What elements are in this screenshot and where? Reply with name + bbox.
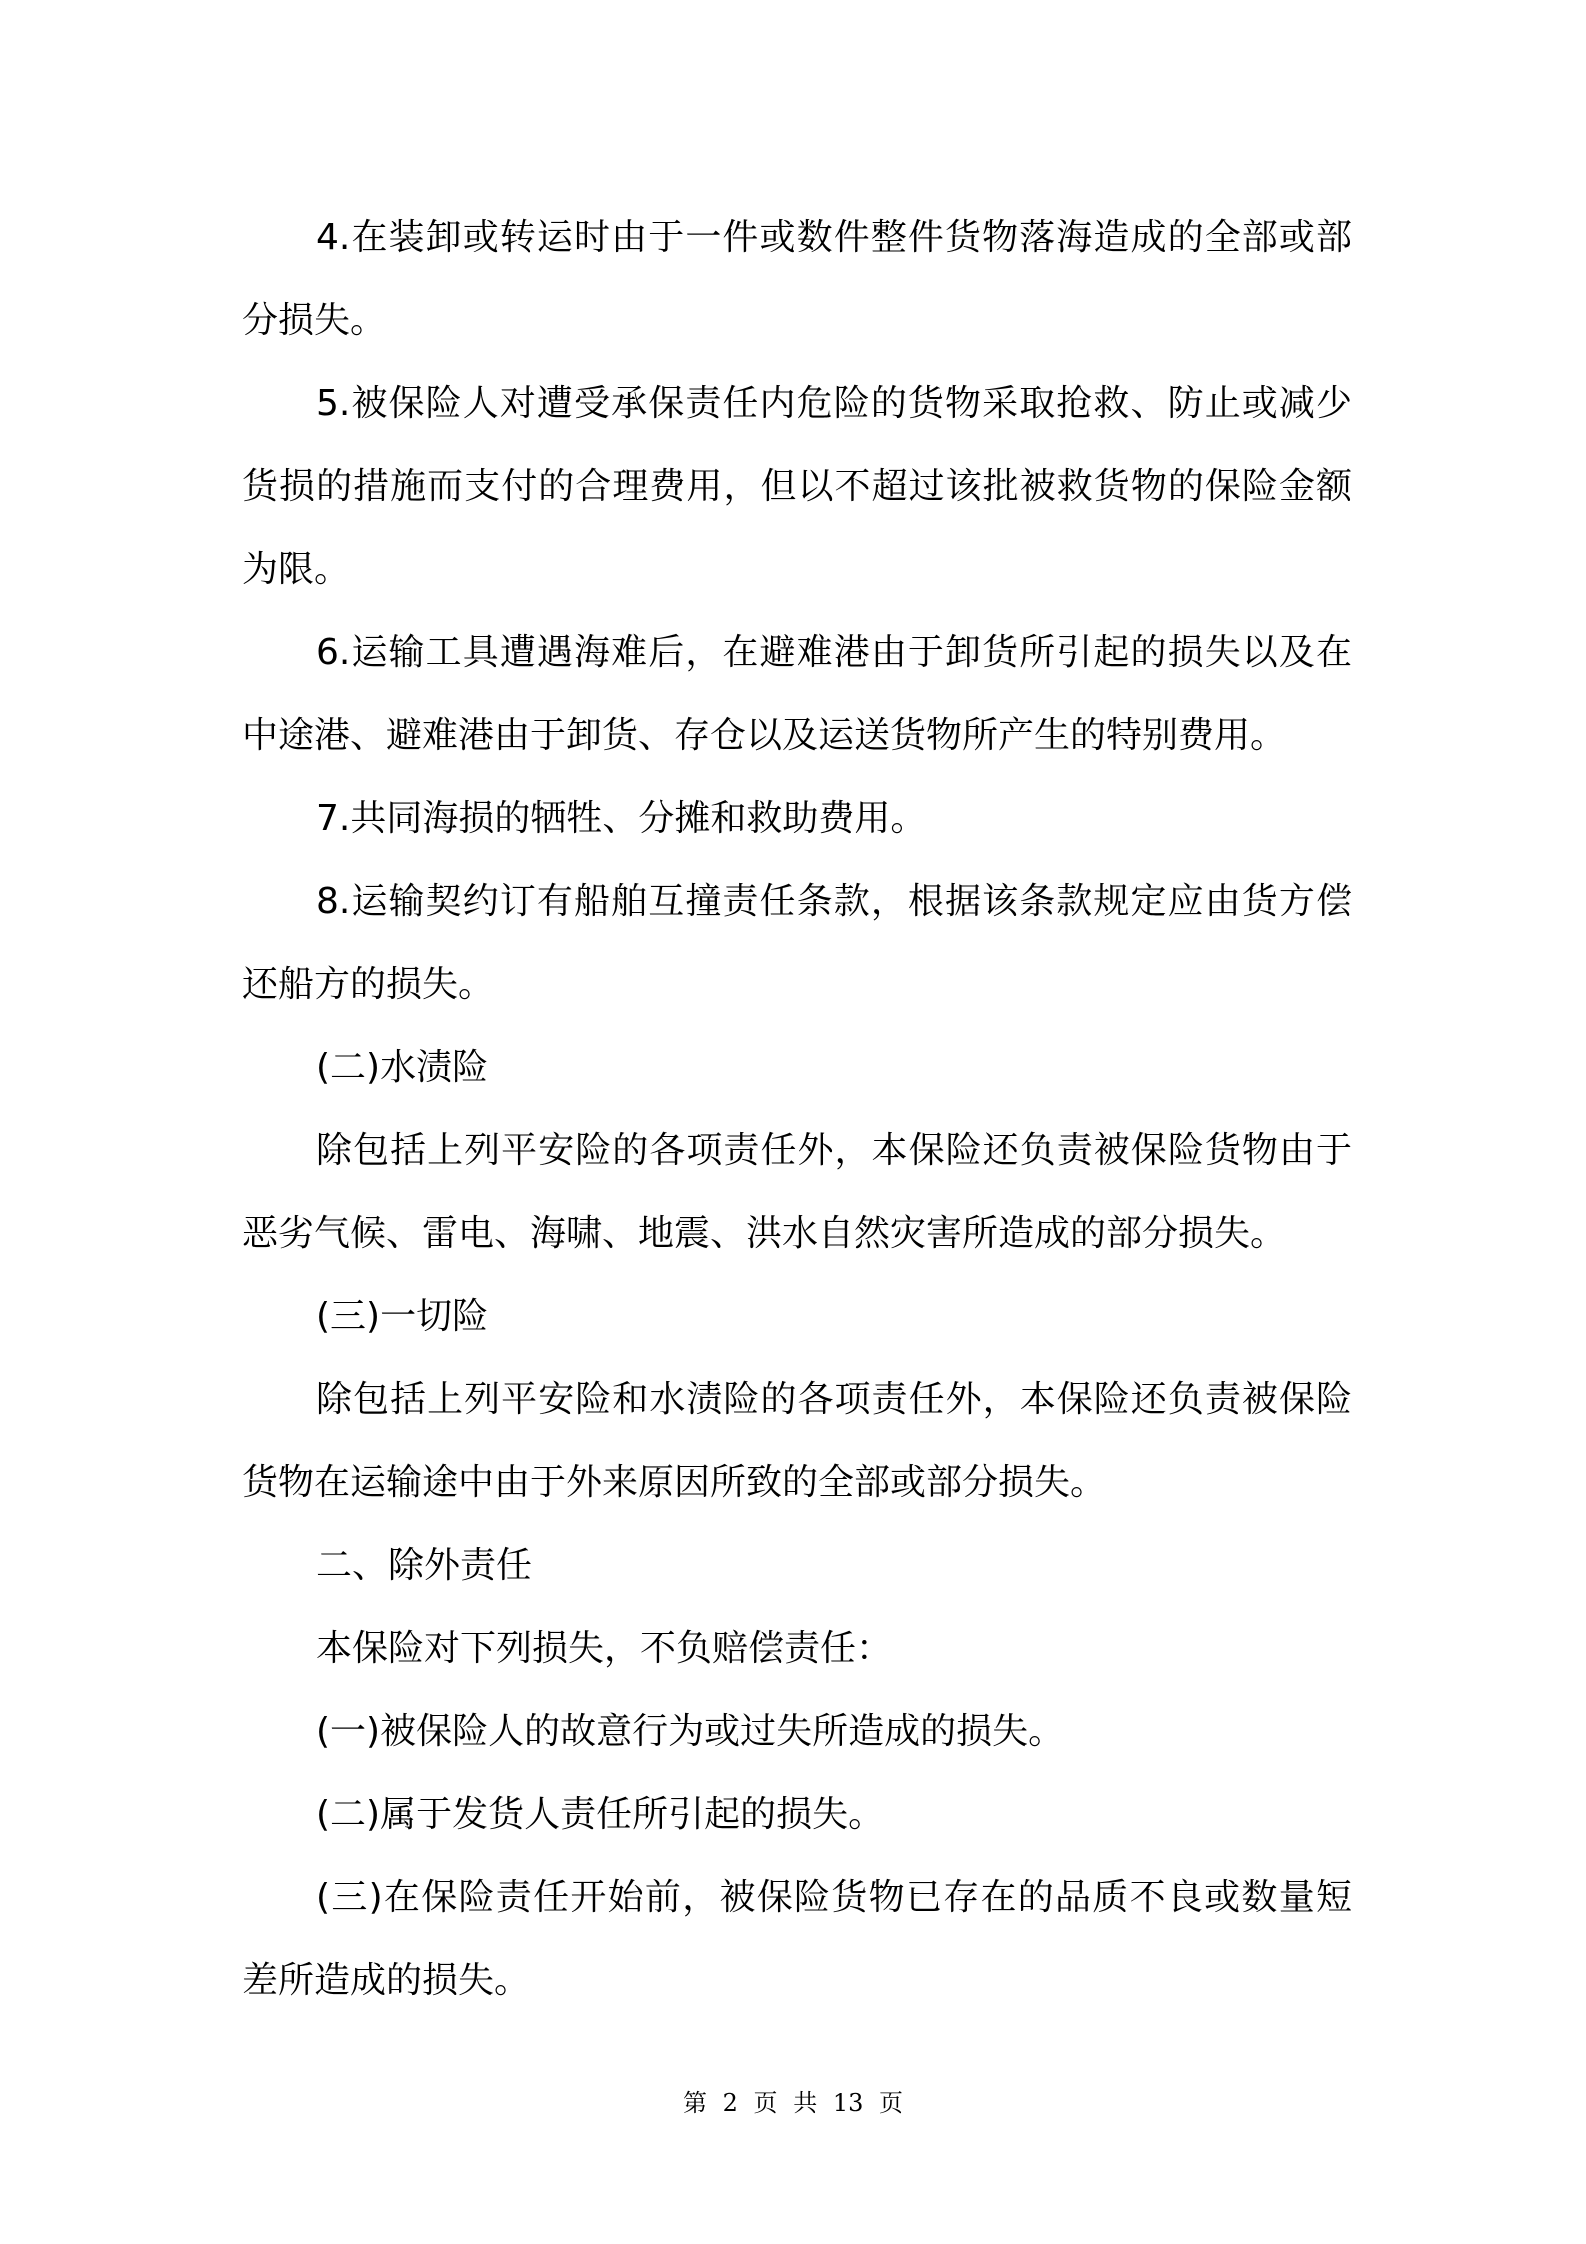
paragraph-item-5: 5.被保险人对遭受承保责任内危险的货物采取抢救、防止或减少货损的措施而支付的合理费用，但以不超过该批被救货物的保险金额为限。 (242, 383, 1352, 590)
page-footer (0, 2083, 1586, 2118)
exclusion-item-3: (三)在保险责任开始前，被保险货物已存在的品质不良或数量短差所造成的损失。 (242, 1877, 1352, 2001)
body-text (242, 196, 1352, 2022)
exclusion-item-2: (二)属于发货人责任所引起的损失。 (316, 1794, 885, 1835)
footer-current-page: 2 (722, 2089, 738, 2117)
footer-prefix: 第 (682, 2089, 707, 2117)
paragraph-item-8: 8.运输契约订有船舶互撞责任条款，根据该条款规定应由货方偿还船方的损失。 (242, 881, 1352, 1005)
paragraph-item-4: 4.在装卸或转运时由于一件或数件整件货物落海造成的全部或部分损失。 (242, 217, 1352, 341)
footer-suffix: 页 (879, 2089, 904, 2117)
exclusion-item-1: (一)被保险人的故意行为或过失所造成的损失。 (316, 1711, 1065, 1752)
paragraph-all-risks: 除包括上列平安险和水渍险的各项责任外，本保险还负责被保险货物在运输途中由于外来原因所致的全部或部分损失。 (242, 1379, 1352, 1503)
paragraph-water-damage: 除包括上列平安险的各项责任外，本保险还负责被保险货物由于恶劣气候、雷电、海啸、地震、洪水自然灾害所造成的部分损失。 (242, 1130, 1352, 1254)
footer-total-word: 共 (793, 2089, 818, 2117)
paragraph-item-7: 7.共同海损的牺牲、分摊和救助费用。 (316, 798, 927, 839)
paragraph-item-6: 6.运输工具遭遇海难后，在避难港由于卸货所引起的损失以及在中途港、避难港由于卸货、存仓以及运送货物所产生的特别费用。 (242, 632, 1352, 756)
footer-total-pages: 13 (832, 2089, 864, 2117)
footer-page-word: 页 (753, 2089, 778, 2117)
section-heading-all-risks: (三)一切险 (316, 1296, 489, 1337)
section-heading-water-damage: (二)水渍险 (316, 1047, 489, 1088)
paragraph-exclusions-intro: 本保险对下列损失，不负赔偿责任： (316, 1628, 893, 1669)
section-heading-exclusions: 二、除外责任 (316, 1545, 533, 1586)
